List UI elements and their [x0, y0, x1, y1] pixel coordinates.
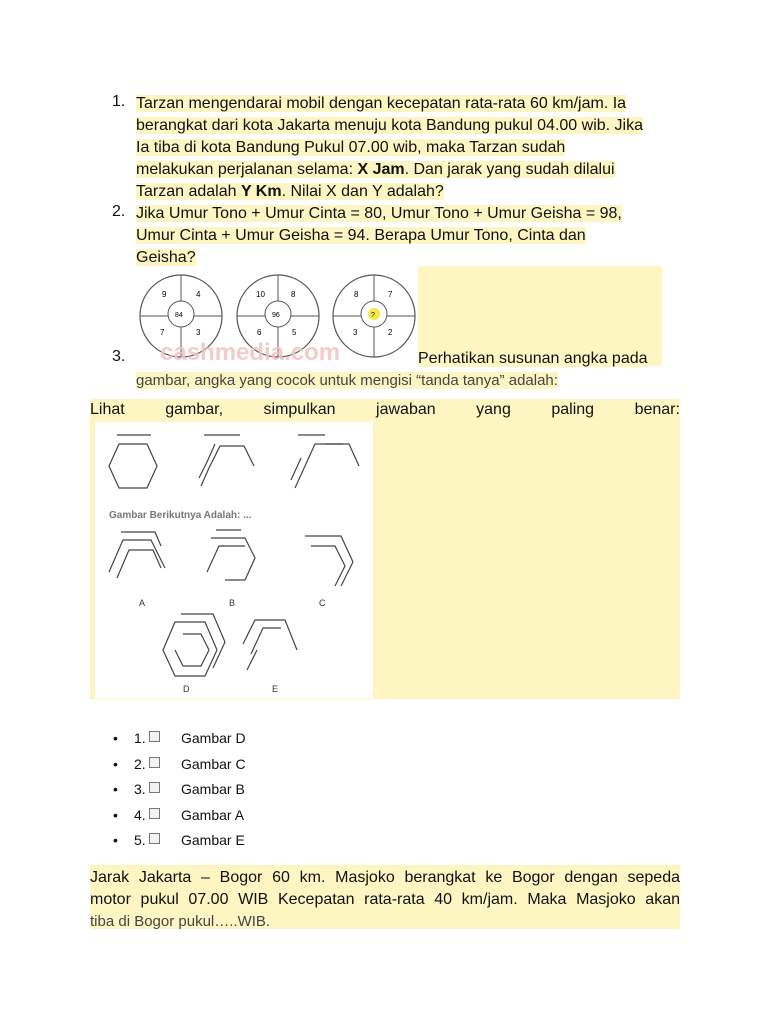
q5-line-1: Jarak Jakarta – Bogor 60 km. Masjoko berangkat ke Bogor dengan sepeda [90, 869, 680, 886]
option-1-num: 1. [134, 730, 146, 746]
c1-center: 84 [175, 312, 183, 319]
c3-tl: 8 [354, 290, 359, 299]
watermark: cashmedia.com [160, 339, 341, 366]
checkbox-1[interactable] [149, 731, 160, 742]
bullet-3: • [113, 781, 118, 797]
q2-number: 2. [112, 203, 126, 220]
option-2-label: Gambar C [181, 756, 246, 772]
q2-line-1: Jika Umur Tono + Umur Cinta = 80, Umur Tono + Umur Geisha = 98, [136, 205, 622, 222]
q1-number: 1. [112, 93, 126, 110]
q2-line-2: Umur Cinta + Umur Geisha = 94. Berapa Umur Tono, Cinta dan [136, 227, 586, 244]
q5-text [90, 867, 680, 933]
option-3-num: 3. [134, 781, 146, 797]
q4-word-2: gambar, [165, 401, 224, 418]
q5-line-3: tiba di Bogor pukul…..WIB. [90, 913, 271, 930]
c2-br: 5 [292, 328, 297, 337]
q1-line-4-post: . Dan jarak yang sudah dilalui [404, 161, 615, 178]
q4-word-7: benar: [634, 401, 680, 418]
q1-line-4-pre: melakukan perjalanan selama: [136, 161, 358, 178]
q2-line-3: Geisha? [136, 249, 196, 266]
c1-tr: 4 [196, 290, 201, 299]
option-1-label: Gambar D [181, 730, 246, 746]
q2-text [136, 203, 672, 269]
option-5-num: 5. [134, 832, 146, 848]
q1-x-jam: X Jam [357, 161, 405, 178]
c2-tl: 10 [256, 290, 265, 299]
option-4[interactable] [134, 807, 160, 823]
bullet-2: • [113, 756, 118, 772]
circle-puzzle-3 [333, 275, 415, 357]
c1-bl: 7 [160, 328, 165, 337]
label-a: A [139, 598, 146, 608]
option-4-label: Gambar A [181, 807, 245, 823]
q3-text-b [136, 370, 672, 392]
label-e: E [272, 684, 279, 694]
q4-hexagon-figure [95, 422, 373, 698]
checkbox-4[interactable] [149, 808, 160, 819]
q3-number: 3. [112, 348, 126, 365]
q4-word-1: Lihat [90, 401, 125, 418]
c3-tr: 7 [388, 290, 393, 299]
q3-text-a-span: Perhatikan susunan angka pada [418, 350, 648, 367]
q1-line-3: Ia tiba di kota Bandung Pukul 07.00 wib, maka Tarzan sudah [136, 139, 566, 156]
q1-text [136, 93, 672, 203]
q4-word-5: yang [476, 401, 511, 418]
option-5-label: Gambar E [181, 832, 245, 848]
q4-word-6: paling [551, 401, 595, 418]
c2-center: 96 [272, 312, 280, 319]
q1-line-5-post: . Nilai X dan Y adalah? [281, 183, 444, 200]
option-3-label: Gambar B [181, 781, 245, 797]
c3-br: 2 [388, 328, 393, 337]
q4-word-4: jawaban [376, 401, 436, 418]
checkbox-5[interactable] [149, 833, 160, 844]
option-5[interactable] [134, 832, 160, 848]
q1-line-1: Tarzan mengendarai mobil dengan kecepatan rata-rata 60 km/jam. Ia [136, 95, 627, 112]
c3-center: ? [371, 312, 375, 319]
q1-y-km: Y Km [240, 183, 282, 200]
c1-tl: 9 [162, 290, 167, 299]
label-c: C [319, 598, 326, 608]
c1-br: 3 [196, 328, 201, 337]
q5-line-2: motor pukul 07.00 WIB Kecepatan rata-rata 40 km/jam. Maka Masjoko akan [90, 891, 680, 908]
bullet-4: • [113, 807, 118, 823]
checkbox-3[interactable] [149, 782, 160, 793]
option-3[interactable] [134, 781, 160, 797]
q1-line-2: berangkat dari kota Jakarta menuju kota Bandung pukul 04.00 wib. Jika [136, 117, 643, 134]
q3-text-a [418, 348, 678, 370]
q4-header [90, 401, 680, 419]
c3-bl: 3 [353, 328, 358, 337]
q3-text-b-span: gambar, angka yang cocok untuk mengisi “tanda tanya” adalah: [136, 372, 558, 389]
c2-tr: 8 [291, 290, 296, 299]
c2-bl: 6 [257, 328, 262, 337]
q4-caption: Gambar Berikutnya Adalah: ... [109, 510, 252, 521]
option-2[interactable] [134, 756, 160, 772]
bullet-1: • [113, 730, 118, 746]
option-4-num: 4. [134, 807, 146, 823]
option-1[interactable] [134, 730, 160, 746]
label-d: D [183, 684, 190, 694]
q3-circles-figure [134, 266, 418, 366]
option-2-num: 2. [134, 756, 146, 772]
label-b: B [229, 598, 236, 608]
q1-line-5-pre: Tarzan adalah [136, 183, 241, 200]
bullet-5: • [113, 832, 118, 848]
q4-word-3: simpulkan [263, 401, 336, 418]
checkbox-2[interactable] [149, 757, 160, 768]
